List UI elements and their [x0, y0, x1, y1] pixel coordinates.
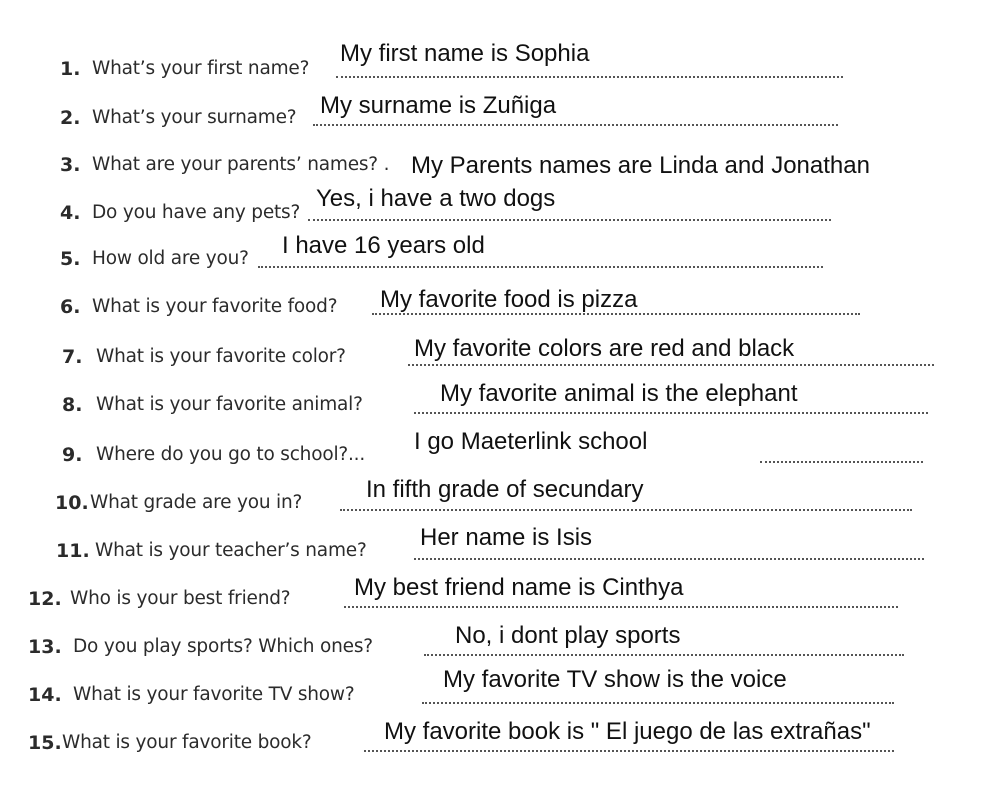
question-text: Where do you go to school?... — [96, 444, 366, 465]
answer-line — [340, 509, 912, 511]
question-row-8 — [0, 380, 986, 428]
question-text: What is your favorite book? — [62, 732, 312, 753]
question-number: 3. — [60, 154, 81, 176]
answer-text[interactable]: My favorite book is " El juego de las extrañas" — [384, 718, 871, 745]
question-text: What is your favorite food? — [92, 296, 338, 317]
answer-text[interactable]: In fifth grade of secundary — [366, 476, 644, 503]
question-text: Do you have any pets? — [92, 202, 301, 223]
answer-line — [258, 266, 823, 268]
question-number: 7. — [62, 346, 83, 368]
answer-line — [313, 124, 838, 126]
answer-line — [424, 654, 904, 656]
question-text: What’s your first name? — [92, 58, 310, 79]
question-row-7 — [0, 335, 986, 383]
question-number: 5. — [60, 248, 81, 270]
answer-line — [408, 364, 934, 366]
answer-line — [422, 702, 894, 704]
question-number: 13. — [28, 636, 62, 658]
question-text: What are your parents’ names? . — [92, 154, 390, 175]
answer-text[interactable]: My Parents names are Linda and Jonathan — [411, 152, 870, 179]
question-row-11 — [0, 524, 986, 572]
question-text: What is your teacher’s name? — [95, 540, 367, 561]
question-number: 6. — [60, 296, 81, 318]
question-number: 10. — [55, 492, 89, 514]
question-number: 2. — [60, 107, 81, 129]
answer-line — [760, 461, 923, 463]
question-row-12 — [0, 574, 986, 622]
question-text: What is your favorite animal? — [96, 394, 363, 415]
question-text: Who is your best friend? — [70, 588, 291, 609]
answer-line — [414, 412, 928, 414]
answer-line — [308, 219, 831, 221]
question-text: What’s your surname? — [92, 107, 297, 128]
question-number: 4. — [60, 202, 81, 224]
question-number: 15. — [28, 732, 62, 754]
answer-text[interactable]: My first name is Sophia — [340, 40, 590, 67]
question-row-2 — [0, 92, 986, 140]
answer-text[interactable]: My favorite colors are red and black — [414, 335, 795, 362]
answer-line — [414, 558, 924, 560]
question-row-10 — [0, 476, 986, 524]
answer-text[interactable]: My best friend name is Cinthya — [354, 574, 684, 601]
question-number: 11. — [56, 540, 90, 562]
question-row-9 — [0, 428, 986, 476]
question-row-6 — [0, 286, 986, 334]
answer-text[interactable]: No, i dont play sports — [455, 622, 681, 649]
answer-text[interactable]: My favorite TV show is the voice — [443, 666, 787, 693]
question-number: 9. — [62, 444, 83, 466]
answer-text[interactable]: Her name is Isis — [420, 524, 593, 551]
question-text: Do you play sports? Which ones? — [73, 636, 373, 657]
question-text: What is your favorite color? — [96, 346, 346, 367]
answer-text[interactable]: Yes, i have a two dogs — [316, 185, 556, 212]
question-row-5 — [0, 232, 986, 280]
answer-text[interactable]: I go Maeterlink school — [414, 428, 648, 455]
answer-line — [336, 76, 843, 78]
question-number: 12. — [28, 588, 62, 610]
answer-text[interactable]: My surname is Zuñiga — [320, 92, 557, 119]
answer-text[interactable]: I have 16 years old — [282, 232, 485, 259]
question-row-13 — [0, 622, 986, 670]
question-row-4 — [0, 185, 986, 233]
question-number: 8. — [62, 394, 83, 416]
question-text: How old are you? — [92, 248, 249, 269]
question-row-15 — [0, 718, 986, 766]
question-text: What grade are you in? — [90, 492, 303, 513]
question-number: 1. — [60, 58, 81, 80]
answer-line — [364, 750, 894, 752]
question-number: 14. — [28, 684, 62, 706]
answer-line — [344, 606, 898, 608]
question-text: What is your favorite TV show? — [73, 684, 355, 705]
answer-text[interactable]: My favorite animal is the elephant — [440, 380, 798, 407]
question-row-1 — [0, 40, 986, 88]
answer-text[interactable]: My favorite food is pizza — [380, 286, 638, 313]
question-row-14 — [0, 666, 986, 714]
